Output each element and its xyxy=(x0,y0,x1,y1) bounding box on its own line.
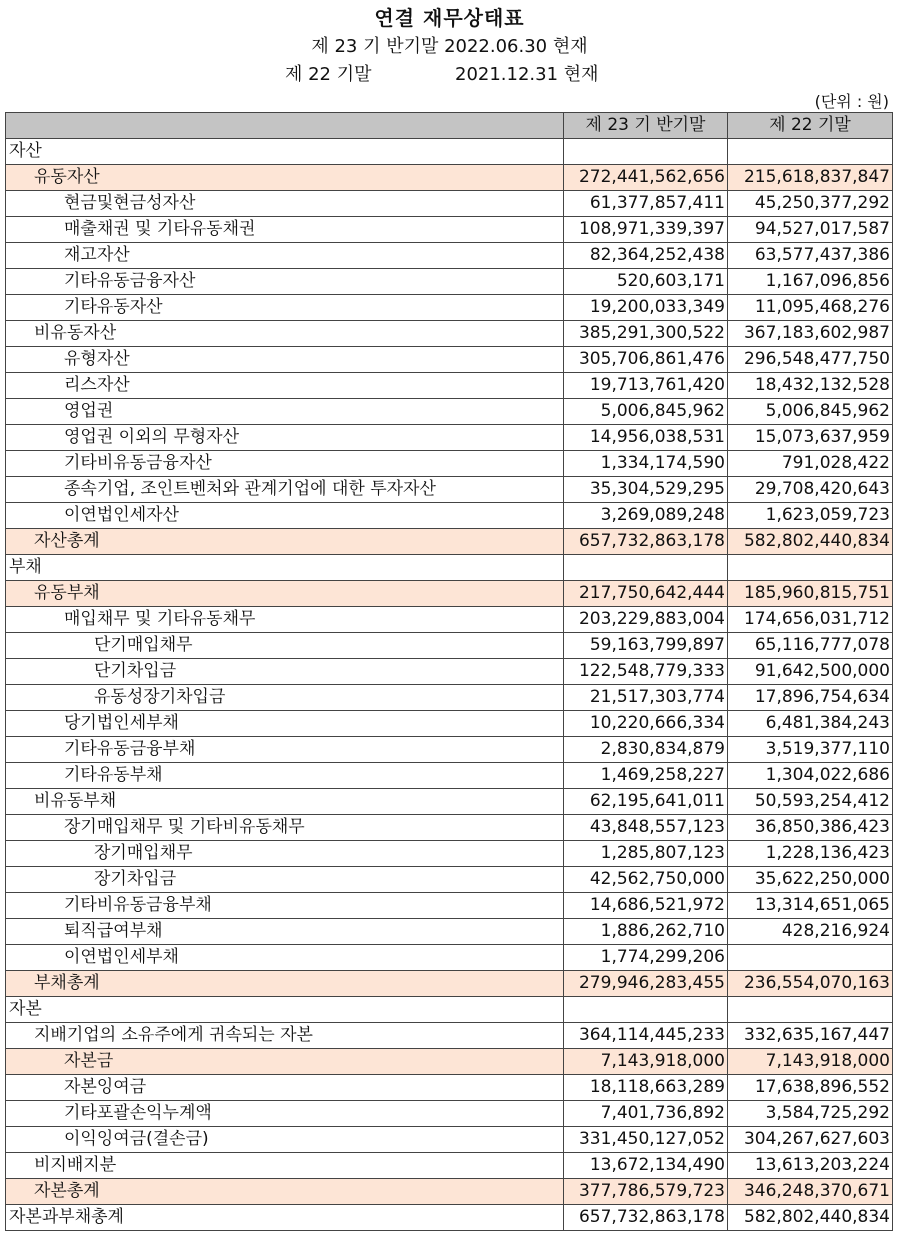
current-amount: 1,334,174,590 xyxy=(564,451,728,477)
table-row xyxy=(6,373,893,399)
account-name: 기타유동금융부채 xyxy=(6,737,564,763)
prior-amount: 1,304,022,686 xyxy=(728,763,893,789)
table-row xyxy=(6,1179,893,1205)
current-amount: 657,732,863,178 xyxy=(564,529,728,555)
current-amount: 364,114,445,233 xyxy=(564,1023,728,1049)
current-amount: 61,377,857,411 xyxy=(564,191,728,217)
current-amount: 19,713,761,420 xyxy=(564,373,728,399)
table-row xyxy=(6,1205,893,1231)
header-account xyxy=(6,113,564,139)
current-amount: 331,450,127,052 xyxy=(564,1127,728,1153)
table-row xyxy=(6,919,893,945)
account-name: 단기매입채무 xyxy=(6,633,564,659)
current-amount: 657,732,863,178 xyxy=(564,1205,728,1231)
prior-amount: 1,228,136,423 xyxy=(728,841,893,867)
prior-amount: 296,548,477,750 xyxy=(728,347,893,373)
account-name: 자본잉여금 xyxy=(6,1075,564,1101)
prior-amount: 3,584,725,292 xyxy=(728,1101,893,1127)
table-header-row xyxy=(6,113,893,139)
account-name: 유동자산 xyxy=(6,165,564,191)
table-row xyxy=(6,997,893,1023)
prior-amount: 236,554,070,163 xyxy=(728,971,893,997)
table-row xyxy=(6,893,893,919)
account-name: 현금및현금성자산 xyxy=(6,191,564,217)
account-name: 유동성장기차입금 xyxy=(6,685,564,711)
prior-amount: 35,622,250,000 xyxy=(728,867,893,893)
unit-label: (단위 : 원) xyxy=(814,92,889,111)
current-amount: 13,672,134,490 xyxy=(564,1153,728,1179)
prior-amount: 13,613,203,224 xyxy=(728,1153,893,1179)
prior-amount: 304,267,627,603 xyxy=(728,1127,893,1153)
prior-amount: 174,656,031,712 xyxy=(728,607,893,633)
table-row xyxy=(6,243,893,269)
table-row xyxy=(6,425,893,451)
current-amount: 5,006,845,962 xyxy=(564,399,728,425)
prior-amount: 65,116,777,078 xyxy=(728,633,893,659)
account-name: 단기차입금 xyxy=(6,659,564,685)
table-row xyxy=(6,971,893,997)
prior-amount: 11,095,468,276 xyxy=(728,295,893,321)
account-name: 지배기업의 소유주에게 귀속되는 자본 xyxy=(6,1023,564,1049)
header-current: 제 23 기 반기말 xyxy=(564,113,728,139)
balance-sheet-table xyxy=(5,112,893,1231)
current-amount xyxy=(564,555,728,581)
table-row xyxy=(6,841,893,867)
account-name: 퇴직급여부채 xyxy=(6,919,564,945)
prior-amount: 29,708,420,643 xyxy=(728,477,893,503)
table-row xyxy=(6,1153,893,1179)
prior-amount: 7,143,918,000 xyxy=(728,1049,893,1075)
current-amount: 7,143,918,000 xyxy=(564,1049,728,1075)
current-amount: 7,401,736,892 xyxy=(564,1101,728,1127)
prior-amount: 63,577,437,386 xyxy=(728,243,893,269)
account-name: 기타유동자산 xyxy=(6,295,564,321)
table-row xyxy=(6,659,893,685)
table-row xyxy=(6,477,893,503)
current-amount xyxy=(564,139,728,165)
current-amount: 377,786,579,723 xyxy=(564,1179,728,1205)
prior-amount xyxy=(728,139,893,165)
account-name: 장기매입채무 및 기타비유동채무 xyxy=(6,815,564,841)
prior-amount: 215,618,837,847 xyxy=(728,165,893,191)
table-row xyxy=(6,711,893,737)
prior-amount: 6,481,384,243 xyxy=(728,711,893,737)
current-amount: 203,229,883,004 xyxy=(564,607,728,633)
account-name: 기타비유동금융자산 xyxy=(6,451,564,477)
account-name: 영업권 xyxy=(6,399,564,425)
account-name: 종속기업, 조인트벤처와 관계기업에 대한 투자자산 xyxy=(6,477,564,503)
prior-amount: 13,314,651,065 xyxy=(728,893,893,919)
current-amount: 122,548,779,333 xyxy=(564,659,728,685)
current-amount: 10,220,666,334 xyxy=(564,711,728,737)
current-amount xyxy=(564,997,728,1023)
table-row xyxy=(6,789,893,815)
table-row xyxy=(6,685,893,711)
table-row xyxy=(6,867,893,893)
table-row xyxy=(6,529,893,555)
table-row xyxy=(6,555,893,581)
prior-amount: 1,167,096,856 xyxy=(728,269,893,295)
table-row xyxy=(6,1101,893,1127)
prior-amount: 17,638,896,552 xyxy=(728,1075,893,1101)
account-name: 매출채권 및 기타유동채권 xyxy=(6,217,564,243)
table-row xyxy=(6,295,893,321)
account-name: 부채 xyxy=(6,555,564,581)
prior-amount: 50,593,254,412 xyxy=(728,789,893,815)
current-amount: 279,946,283,455 xyxy=(564,971,728,997)
account-name: 리스자산 xyxy=(6,373,564,399)
account-name: 장기차입금 xyxy=(6,867,564,893)
prior-amount: 367,183,602,987 xyxy=(728,321,893,347)
current-amount: 43,848,557,123 xyxy=(564,815,728,841)
prior-period-date: 2021.12.31 현재 xyxy=(455,64,599,85)
table-row xyxy=(6,399,893,425)
table-row xyxy=(6,269,893,295)
table-row xyxy=(6,165,893,191)
current-amount: 3,269,089,248 xyxy=(564,503,728,529)
prior-amount: 5,006,845,962 xyxy=(728,399,893,425)
current-amount: 19,200,033,349 xyxy=(564,295,728,321)
account-name: 비지배지분 xyxy=(6,1153,564,1179)
account-name: 재고자산 xyxy=(6,243,564,269)
table-row xyxy=(6,1075,893,1101)
current-amount: 1,285,807,123 xyxy=(564,841,728,867)
current-amount: 1,469,258,227 xyxy=(564,763,728,789)
prior-amount: 1,623,059,723 xyxy=(728,503,893,529)
current-amount: 82,364,252,438 xyxy=(564,243,728,269)
current-amount: 42,562,750,000 xyxy=(564,867,728,893)
current-amount: 18,118,663,289 xyxy=(564,1075,728,1101)
current-amount: 14,956,038,531 xyxy=(564,425,728,451)
account-name: 자산총계 xyxy=(6,529,564,555)
table-row xyxy=(6,347,893,373)
prior-amount: 3,519,377,110 xyxy=(728,737,893,763)
table-row xyxy=(6,1127,893,1153)
prior-amount: 346,248,370,671 xyxy=(728,1179,893,1205)
prior-amount xyxy=(728,945,893,971)
current-amount: 1,774,299,206 xyxy=(564,945,728,971)
prior-amount xyxy=(728,555,893,581)
header-prior: 제 22 기말 xyxy=(728,113,893,139)
table-row xyxy=(6,945,893,971)
prior-amount: 428,216,924 xyxy=(728,919,893,945)
account-name: 이익잉여금(결손금) xyxy=(6,1127,564,1153)
prior-amount: 45,250,377,292 xyxy=(728,191,893,217)
account-name: 자본금 xyxy=(6,1049,564,1075)
account-name: 자본총계 xyxy=(6,1179,564,1205)
prior-period xyxy=(285,60,599,86)
account-name: 매입채무 및 기타유동채무 xyxy=(6,607,564,633)
account-name: 기타비유동금융부채 xyxy=(6,893,564,919)
table-row xyxy=(6,633,893,659)
account-name: 비유동부채 xyxy=(6,789,564,815)
prior-amount: 17,896,754,634 xyxy=(728,685,893,711)
table-row xyxy=(6,737,893,763)
current-amount: 108,971,339,397 xyxy=(564,217,728,243)
table-row xyxy=(6,607,893,633)
prior-amount: 94,527,017,587 xyxy=(728,217,893,243)
prior-amount: 791,028,422 xyxy=(728,451,893,477)
account-name: 기타포괄손익누계액 xyxy=(6,1101,564,1127)
statement-title: 연결 재무상태표 xyxy=(374,6,525,30)
prior-amount: 18,432,132,528 xyxy=(728,373,893,399)
table-row xyxy=(6,815,893,841)
table-row xyxy=(6,139,893,165)
account-name: 기타유동금융자산 xyxy=(6,269,564,295)
account-name: 이연법인세부채 xyxy=(6,945,564,971)
prior-amount: 36,850,386,423 xyxy=(728,815,893,841)
prior-amount: 332,635,167,447 xyxy=(728,1023,893,1049)
prior-amount: 15,073,637,959 xyxy=(728,425,893,451)
table-row xyxy=(6,1049,893,1075)
table-row xyxy=(6,763,893,789)
account-name: 유동부채 xyxy=(6,581,564,607)
current-amount: 21,517,303,774 xyxy=(564,685,728,711)
account-name: 기타유동부채 xyxy=(6,763,564,789)
current-amount: 272,441,562,656 xyxy=(564,165,728,191)
current-amount: 385,291,300,522 xyxy=(564,321,728,347)
table-row xyxy=(6,581,893,607)
current-amount: 14,686,521,972 xyxy=(564,893,728,919)
table-row xyxy=(6,451,893,477)
account-name: 당기법인세부채 xyxy=(6,711,564,737)
prior-period-label: 제 22 기말 xyxy=(285,64,372,85)
account-name: 영업권 이외의 무형자산 xyxy=(6,425,564,451)
prior-amount: 185,960,815,751 xyxy=(728,581,893,607)
current-amount: 2,830,834,879 xyxy=(564,737,728,763)
account-name: 이연법인세자산 xyxy=(6,503,564,529)
current-amount: 217,750,642,444 xyxy=(564,581,728,607)
current-amount: 62,195,641,011 xyxy=(564,789,728,815)
account-name: 비유동자산 xyxy=(6,321,564,347)
table-row xyxy=(6,503,893,529)
account-name: 유형자산 xyxy=(6,347,564,373)
current-amount: 59,163,799,897 xyxy=(564,633,728,659)
account-name: 자본 xyxy=(6,997,564,1023)
prior-amount xyxy=(728,997,893,1023)
current-amount: 1,886,262,710 xyxy=(564,919,728,945)
prior-amount: 91,642,500,000 xyxy=(728,659,893,685)
account-name: 자본과부채총계 xyxy=(6,1205,564,1231)
current-amount: 305,706,861,476 xyxy=(564,347,728,373)
prior-amount: 582,802,440,834 xyxy=(728,529,893,555)
current-period: 제 23 기 반기말 2022.06.30 현재 xyxy=(311,36,588,57)
table-row xyxy=(6,191,893,217)
current-amount: 520,603,171 xyxy=(564,269,728,295)
account-name: 장기매입채무 xyxy=(6,841,564,867)
table-row xyxy=(6,1023,893,1049)
current-amount: 35,304,529,295 xyxy=(564,477,728,503)
table-row xyxy=(6,217,893,243)
table-row xyxy=(6,321,893,347)
account-name: 자산 xyxy=(6,139,564,165)
prior-amount: 582,802,440,834 xyxy=(728,1205,893,1231)
account-name: 부채총계 xyxy=(6,971,564,997)
